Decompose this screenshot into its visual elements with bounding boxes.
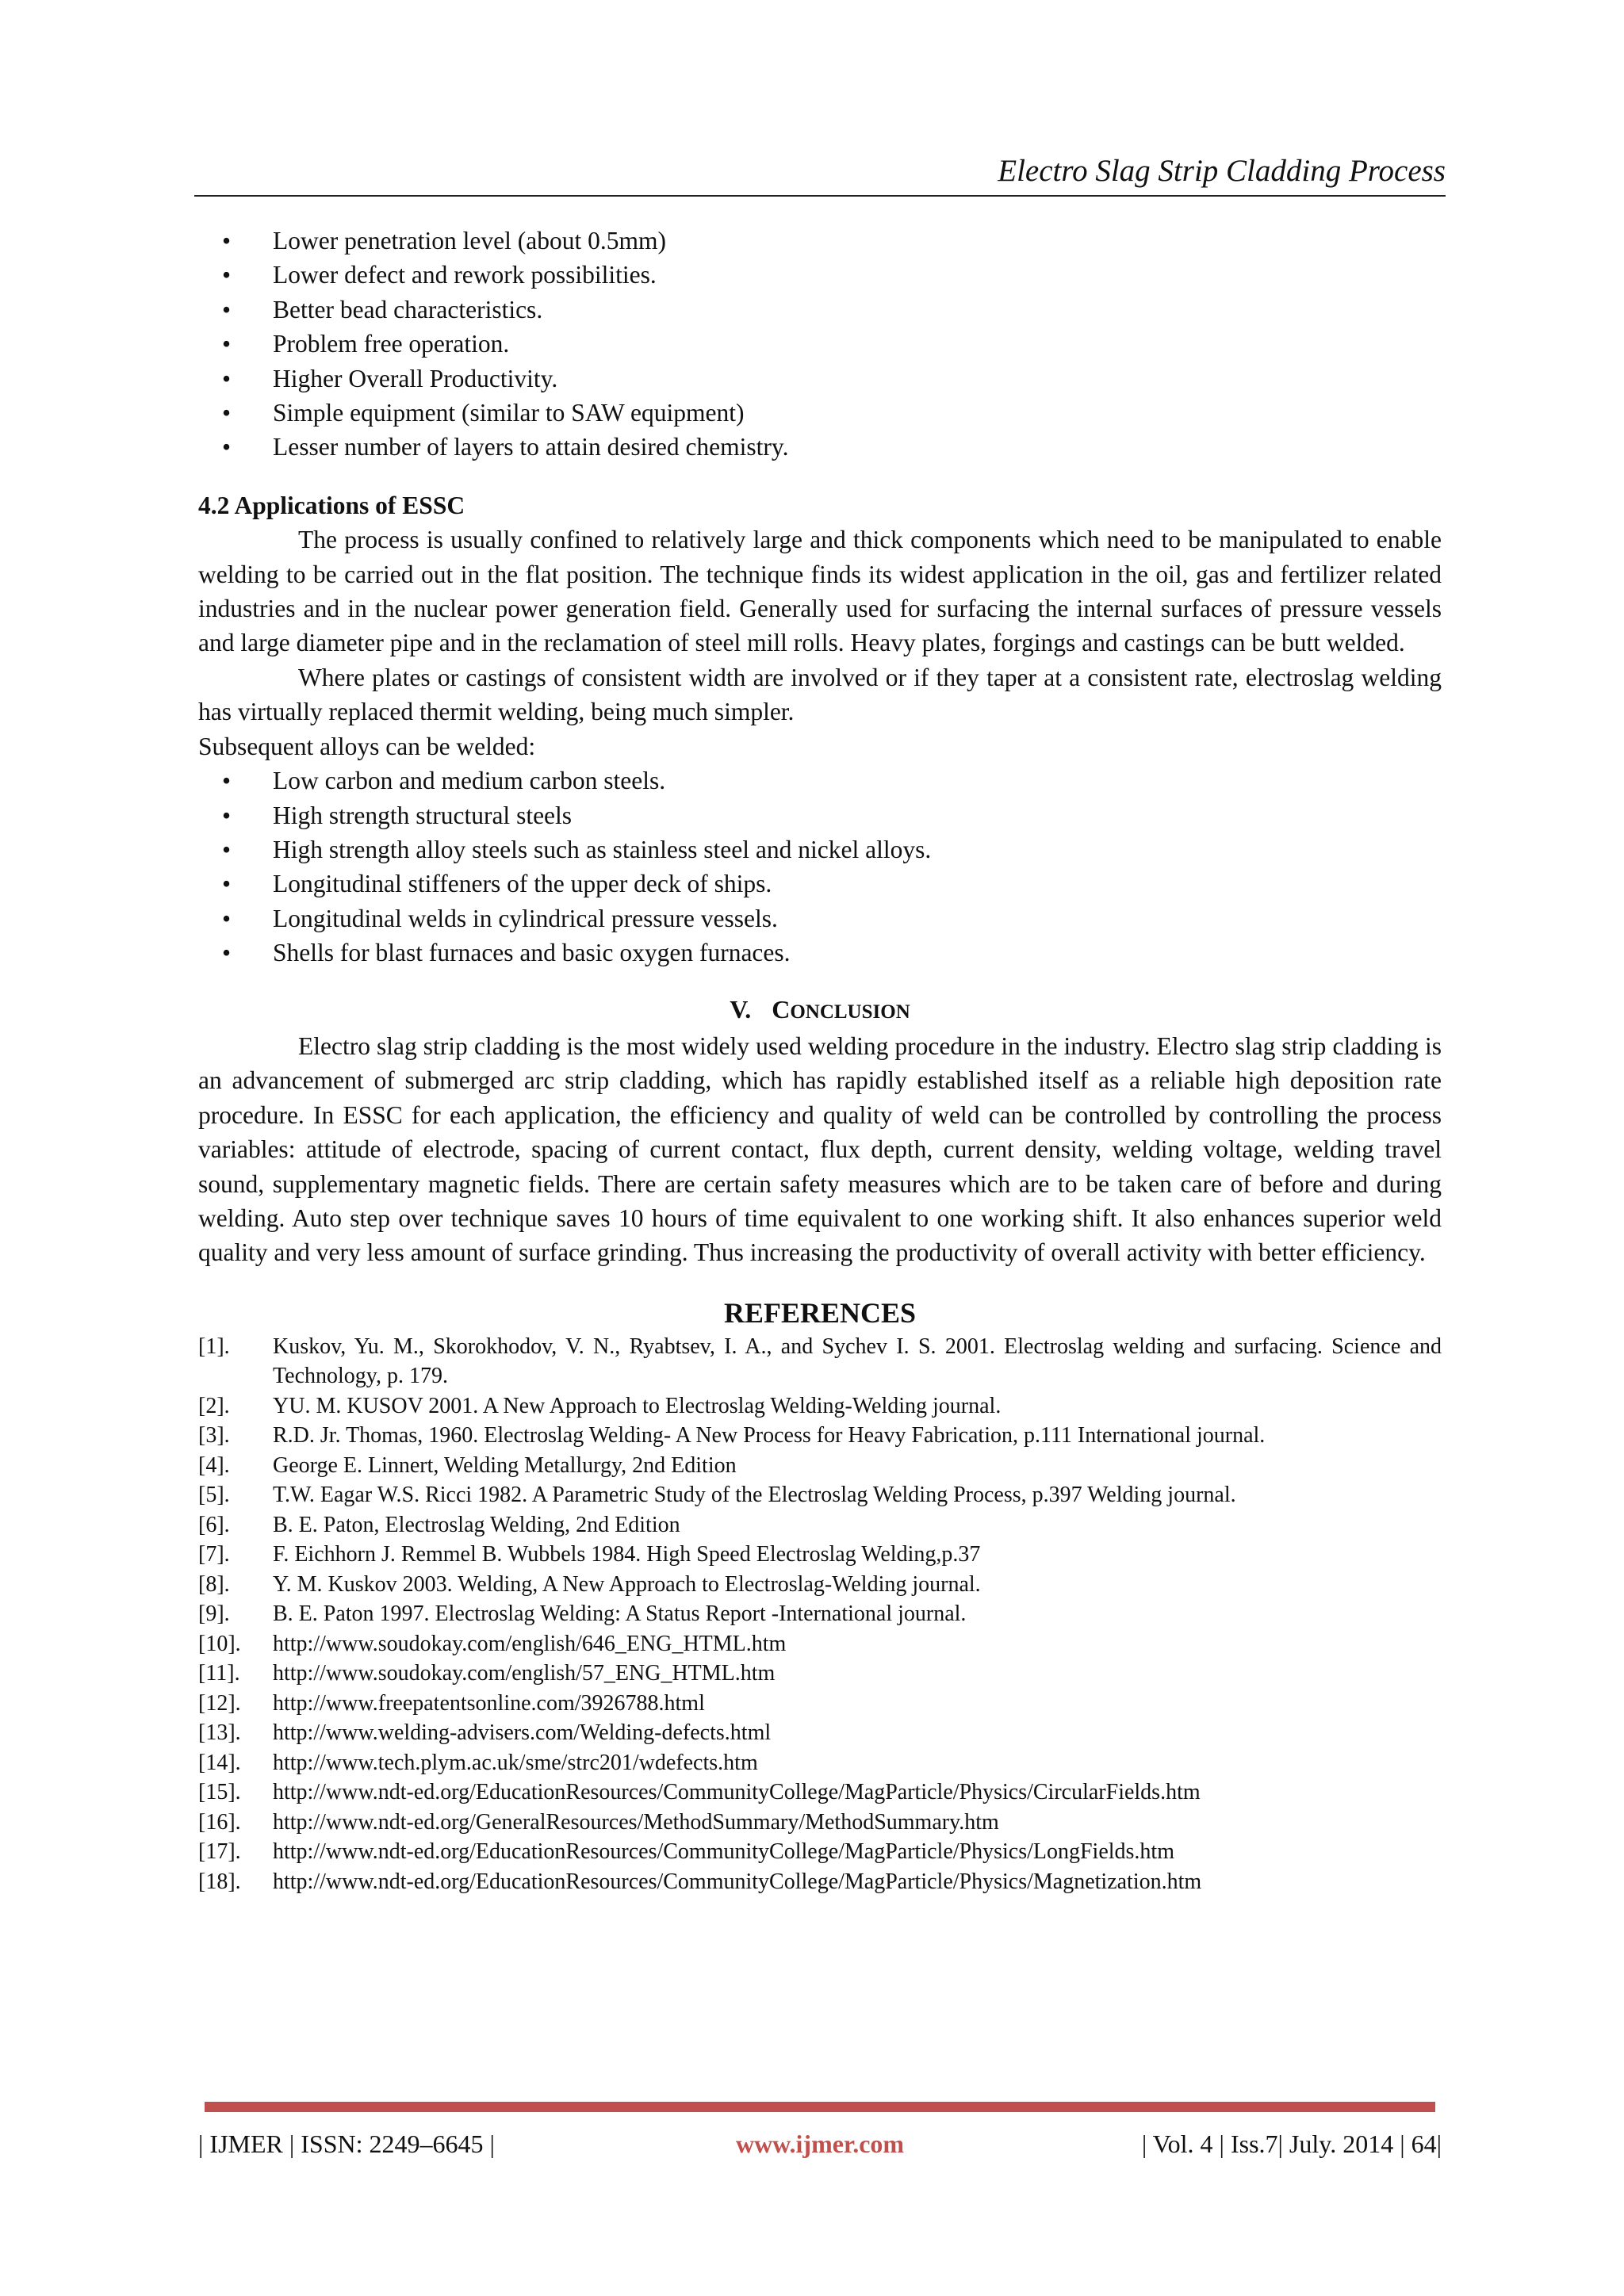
reference-link[interactable]: http://www.welding-advisers.com/Welding-defects.html — [273, 1720, 772, 1746]
body-column — [198, 224, 1442, 1896]
bullet-icon: • — [222, 330, 232, 358]
reference-link[interactable]: http://www.ndt-ed.org/EducationResources/CommunityCollege/MagParticle/Physics/Magnetization.htm — [273, 1869, 1202, 1894]
reference-item: [8]. Y. M. Kuskov 2003. Welding, A New Approach to Electroslag-Welding journal. — [198, 1571, 981, 1597]
advantages-list — [198, 224, 1442, 465]
reference-item: [12]. http://www.freepatentsonline.com/3926788.html — [198, 1689, 1442, 1719]
bullet-icon: • — [222, 433, 232, 461]
list-item: • Lower defect and rework possibilities. — [198, 258, 1442, 292]
list-item: • Low carbon and medium carbon steels. — [198, 763, 1442, 798]
reference-item: [11]. http://www.soudokay.com/english/57_ENG_HTML.htm — [198, 1659, 1442, 1689]
reference-link[interactable]: http://www.ndt-ed.org/EducationResources/CommunityCollege/MagParticle/Physics/LongFields.htm — [273, 1839, 1174, 1865]
reference-item: [6]. B. E. Paton, Electroslag Welding, 2nd Edition — [198, 1512, 680, 1537]
bullet-icon: • — [222, 261, 232, 289]
reference-link[interactable]: http://www.soudokay.com/english/57_ENG_HTML.htm — [273, 1661, 776, 1686]
running-header-title: Electro Slag Strip Cladding Process — [998, 154, 1446, 188]
section-heading-4-2: 4.2 Applications of ESSC — [198, 491, 465, 519]
footer-rule — [205, 2102, 1435, 2112]
bullet-icon: • — [222, 364, 232, 392]
bullet-icon: • — [222, 904, 232, 932]
list-item: • Higher Overall Productivity. — [198, 362, 1442, 396]
list-item: • Lesser number of layers to attain desired chemistry. — [198, 430, 1442, 464]
list-item: • High strength structural steels — [198, 798, 1442, 832]
section-number: V. — [730, 994, 752, 1024]
reference-item: [14]. http://www.tech.plym.ac.uk/sme/strc201/wdefects.htm — [198, 1748, 1442, 1778]
reference-item: [5]. T.W. Eagar W.S. Ricci 1982. A Parametric Study of the Electroslag Welding Process, p.397 Welding journal. — [198, 1483, 1236, 1508]
bullet-icon: • — [222, 767, 232, 795]
reference-item: [18]. http://www.ndt-ed.org/EducationResources/CommunityCollege/MagParticle/Physics/Magnetization.htm — [198, 1867, 1442, 1897]
list-item: • Simple equipment (similar to SAW equipment) — [198, 396, 1442, 430]
reference-item: [9]. B. E. Paton 1997. Electroslag Welding: A Status Report -International journal. — [198, 1601, 967, 1627]
reference-item: [3]. R.D. Jr. Thomas, 1960. Electroslag Welding- A New Process for Heavy Fabrication, p.111 International journal. — [198, 1423, 1266, 1448]
alloys-list — [198, 763, 1442, 970]
reference-link[interactable]: http://www.tech.plym.ac.uk/sme/strc201/wdefects.htm — [273, 1750, 758, 1775]
bullet-icon: • — [222, 801, 232, 829]
list-item: • Problem free operation. — [198, 327, 1442, 361]
reference-item: [17]. http://www.ndt-ed.org/EducationResources/CommunityCollege/MagParticle/Physics/LongFields.htm — [198, 1837, 1442, 1867]
reference-item: [7]. F. Eichhorn J. Remmel B. Wubbels 1984. High Speed Electroslag Welding,p.37 — [198, 1542, 981, 1567]
bullet-icon: • — [222, 870, 232, 898]
paragraph: Electro slag strip cladding is the most widely used welding procedure in the industry. Electro slag strip cladding is an advancement of submerged arc strip cladding, which has rapidly established itself as a reliable high deposition rate procedure. In ESSC for each application, the efficiency and quality of weld can be controlled by controlling the process variables: attitude of electrode, spacing of current contact, flux depth, current density, welding voltage, welding travel sound, supplementary magnetic fields. There are certain safety measures which are to be taken care of before and during welding. Auto step over technique saves 10 hours of time equivalent to one working shift. It also enhances superior weld quality and very less amount of surface grinding. Thus increasing the productivity of overall activity with better efficiency. — [198, 1031, 1442, 1267]
section-heading-conclusion — [198, 993, 1442, 1029]
bullet-icon: • — [222, 295, 232, 323]
paragraph: The process is usually confined to relatively large and thick components which need to be manipulated to enable welding to be carried out in the flat position. The technique finds its widest application in the oil, gas and fertilizer related industries and in the nuclear power generation field. Generally used for surfacing the internal surfaces of pressure vessels and large diameter pipe and in the reclamation of steel mill rolls. Heavy plates, forgings and castings can be butt welded. — [198, 526, 1442, 657]
reference-item: [1]. Kuskov, Yu. M., Skorokhodov, V. N., Ryabtsev, I. A., and Sychev I. S. 2001. Electroslag welding and surfacing. Science and Technology, p. 179. — [198, 1334, 1442, 1389]
bullet-icon: • — [222, 939, 232, 967]
page-footer — [198, 2126, 1442, 2161]
reference-item: [15]. http://www.ndt-ed.org/EducationResources/CommunityCollege/MagParticle/Physics/CircularFields.htm — [198, 1777, 1442, 1808]
reference-link[interactable]: http://www.soudokay.com/english/646_ENG_HTML.htm — [273, 1631, 787, 1656]
list-item: • High strength alloy steels such as stainless steel and nickel alloys. — [198, 832, 1442, 867]
list-item: • Longitudinal welds in cylindrical pressure vessels. — [198, 901, 1442, 936]
reference-item: [13]. http://www.welding-advisers.com/Welding-defects.html — [198, 1718, 1442, 1748]
section-title-initial: C — [772, 994, 791, 1024]
section-title-rest: ONCLUSION — [790, 1001, 910, 1023]
list-item: • Shells for blast furnaces and basic oxygen furnaces. — [198, 936, 1442, 970]
reference-item: [16]. http://www.ndt-ed.org/GeneralResources/MethodSummary/MethodSummary.htm — [198, 1808, 1442, 1838]
reference-item: [2]. YU. M. KUSOV 2001. A New Approach to Electroslag Welding-Welding journal. — [198, 1393, 1002, 1418]
reference-link[interactable]: http://www.ndt-ed.org/EducationResources/CommunityCollege/MagParticle/Physics/CircularFields.htm — [273, 1780, 1201, 1805]
footer-website-link[interactable]: www.ijmer.com — [735, 2130, 905, 2158]
references-heading: REFERENCES — [723, 1296, 917, 1329]
list-item: • Lower penetration level (about 0.5mm) — [198, 224, 1442, 258]
list-item: • Longitudinal stiffeners of the upper deck of ships. — [198, 867, 1442, 901]
references-list — [198, 1332, 1442, 1897]
reference-item: [4]. George E. Linnert, Welding Metallurgy, 2nd Edition — [198, 1452, 737, 1478]
reference-link[interactable]: http://www.freepatentsonline.com/3926788.html — [273, 1690, 705, 1716]
bullet-icon: • — [222, 227, 232, 254]
paragraph: Where plates or castings of consistent width are involved or if they taper at a consistent rate, electroslag welding has virtually replaced thermit welding, being much simpler. — [198, 663, 1442, 726]
reference-item: [10]. http://www.soudokay.com/english/646_ENG_HTML.htm — [198, 1629, 1442, 1659]
footer-journal-info: | IJMER | ISSN: 2249–6645 | — [198, 2130, 495, 2158]
bullet-icon: • — [222, 399, 232, 427]
bullet-icon: • — [222, 835, 232, 863]
reference-link[interactable]: http://www.ndt-ed.org/GeneralResources/MethodSummary/MethodSummary.htm — [273, 1809, 999, 1835]
footer-volume-page: | Vol. 4 | Iss.7| July. 2014 | 64| — [1141, 2130, 1442, 2158]
list-item: • Better bead characteristics. — [198, 293, 1442, 327]
list-intro: Subsequent alloys can be welded: — [198, 732, 536, 760]
header-rule — [194, 195, 1446, 197]
